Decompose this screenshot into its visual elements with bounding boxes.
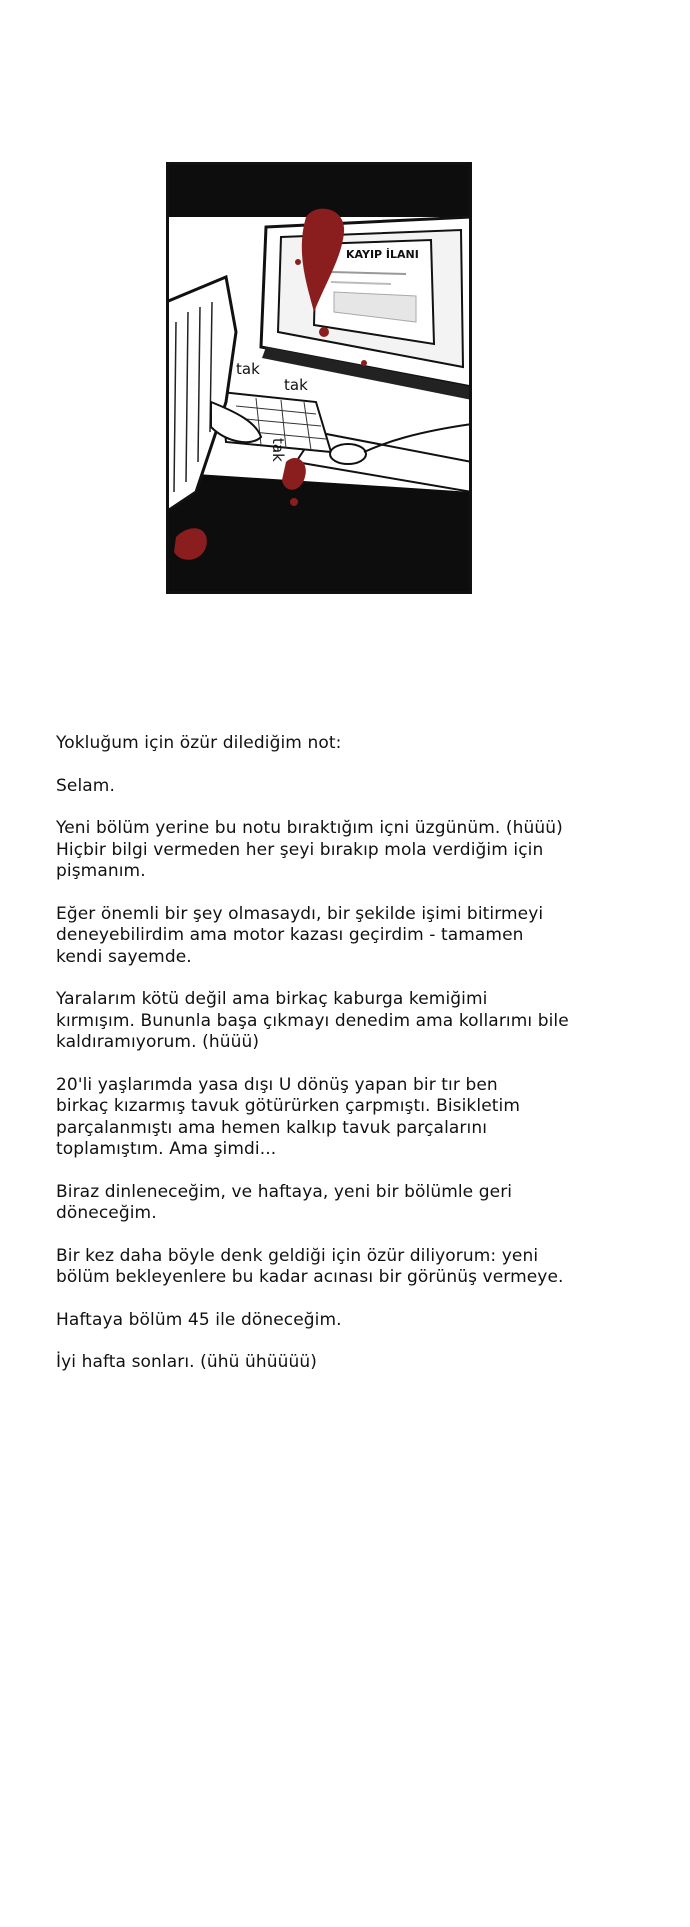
poster-title: KAYIP İLANI [346,248,419,261]
sfx-tak-2: tak [284,376,308,394]
dark-top-band [166,162,472,217]
comic-illustration [166,162,472,594]
apology-note [56,733,596,1395]
note-paragraph: Bir kez daha böyle denk geldiği için özür diliyorum: yeni bölüm bekleyenlere bu kadar acınası bir görünüş vermeye. [56,1245,564,1287]
comic-panel [166,162,472,594]
sfx-tak-1: tak [236,360,260,378]
dark-desk-area [166,472,472,594]
note-paragraph: Haftaya bölüm 45 ile döneceğim. [56,1309,342,1330]
sfx-tak-3: tak [269,438,287,462]
note-paragraph: Eğer önemli bir şey olmasaydı, bir şekilde işimi bitirmeyi deneyebilirdim ama motor kazası geçirdim - tamamen kendi sayemde. [56,903,544,967]
note-paragraph: Yeni bölüm yerine bu notu bıraktığım içni üzgünüm. (hüüü) Hiçbir bilgi vermeden her şeyi bırakıp mola verdiğim için pişmanım. [56,818,563,881]
note-heading: Yokluğum için özür dilediğim not: [56,733,342,753]
note-greeting: Selam. [56,775,115,796]
note-signoff: İyi hafta sonları. (ühü ühüüüü) [56,1352,317,1372]
note-paragraph: 20'li yaşlarımda yasa dışı U dönüş yapan bir tır ben birkaç kızarmış tavuk götürürken çarpmıştı. Bisikletim parçalanmıştı ama hemen kalkıp tavuk parçalarını toplamıştım. Ama şimdi... [56,1074,521,1159]
note-paragraph: Yaralarım kötü değil ama birkaç kaburga kemiğimi kırmışım. Bununla başa çıkmayı denedim ama kollarımı bile kaldıramıyorum. (hüüü) [56,989,569,1052]
note-paragraph: Biraz dinleneceğim, ve haftaya, yeni bir bölümle geri döneceğim. [56,1181,513,1223]
mouse [330,444,366,464]
